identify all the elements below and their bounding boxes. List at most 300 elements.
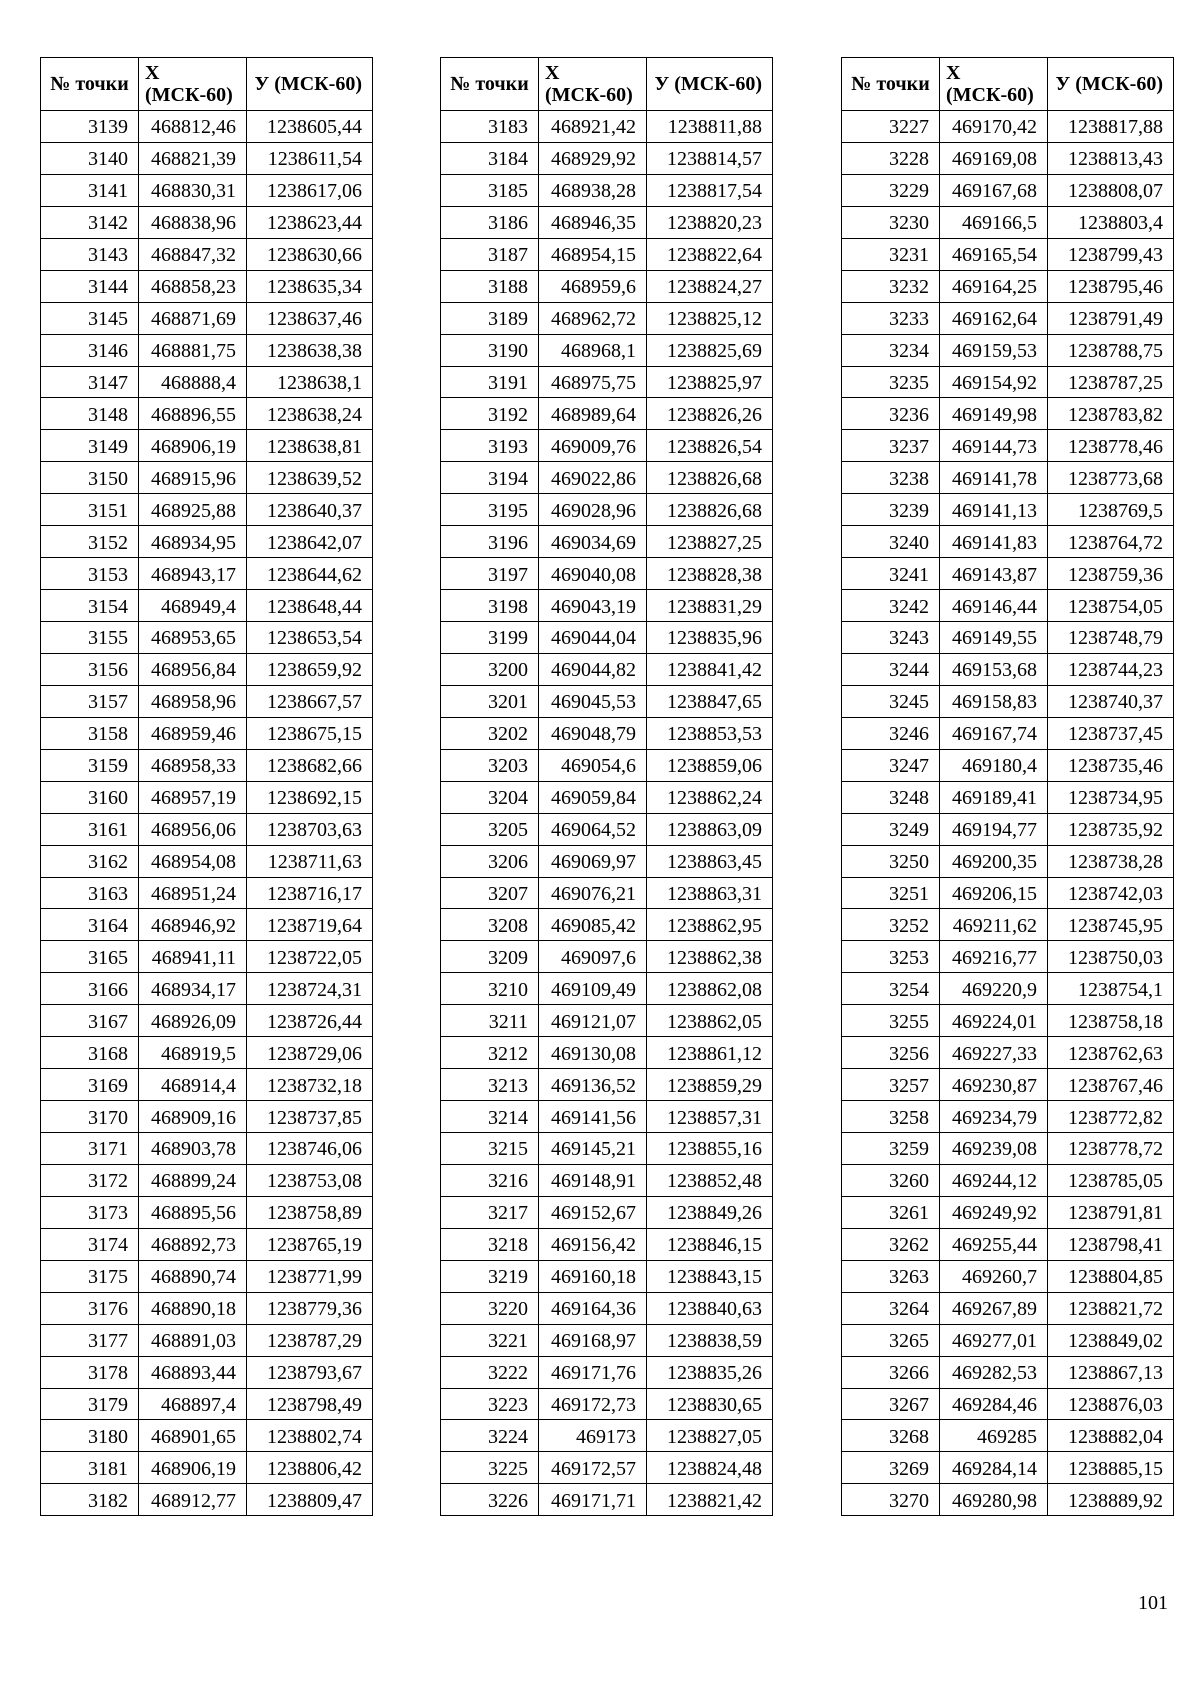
- y-coordinate-cell: 1238735,92: [1048, 813, 1174, 845]
- point-number-cell: 3172: [41, 1164, 139, 1196]
- point-number-cell: 3176: [41, 1292, 139, 1324]
- point-number-cell: 3204: [441, 781, 539, 813]
- y-coordinate-cell: 1238882,04: [1048, 1420, 1174, 1452]
- x-coordinate-cell: 469167,68: [940, 174, 1048, 206]
- table-row: [842, 1133, 1174, 1165]
- point-number-cell: 3208: [441, 909, 539, 941]
- point-number-cell: 3221: [441, 1324, 539, 1356]
- x-coordinate-cell: 469064,52: [539, 813, 647, 845]
- table-row: [441, 1292, 773, 1324]
- table-header-row: [441, 58, 773, 111]
- table-row: [842, 877, 1174, 909]
- x-coordinate-cell: 469146,44: [940, 590, 1048, 622]
- table-row: [441, 941, 773, 973]
- y-coordinate-cell: 1238853,53: [647, 717, 773, 749]
- table-row: [441, 1133, 773, 1165]
- x-coordinate-cell: 469224,01: [940, 1005, 1048, 1037]
- y-coordinate-cell: 1238795,46: [1048, 270, 1174, 302]
- y-coordinate-cell: 1238638,1: [247, 366, 373, 398]
- y-coordinate-cell: 1238746,06: [247, 1133, 373, 1165]
- x-coordinate-cell: 469227,33: [940, 1037, 1048, 1069]
- y-coordinate-cell: 1238831,29: [647, 590, 773, 622]
- table-row: [441, 1037, 773, 1069]
- table-row: [41, 206, 373, 238]
- x-coordinate-cell: 469249,92: [940, 1196, 1048, 1228]
- table-row: [41, 1164, 373, 1196]
- x-coordinate-cell: 469144,73: [940, 430, 1048, 462]
- y-coordinate-cell: 1238791,49: [1048, 302, 1174, 334]
- table-row: [842, 1101, 1174, 1133]
- x-coordinate-cell: 469282,53: [940, 1356, 1048, 1388]
- point-number-cell: 3239: [842, 494, 940, 526]
- y-coordinate-cell: 1238779,36: [247, 1292, 373, 1324]
- point-number-cell: 3184: [441, 142, 539, 174]
- point-number-cell: 3268: [842, 1420, 940, 1452]
- point-number-cell: 3171: [41, 1133, 139, 1165]
- table-row: [41, 1133, 373, 1165]
- x-coordinate-cell: 469160,18: [539, 1260, 647, 1292]
- table-row: [41, 238, 373, 270]
- y-coordinate-cell: 1238798,41: [1048, 1228, 1174, 1260]
- table-row: [842, 142, 1174, 174]
- y-coordinate-cell: 1238772,82: [1048, 1101, 1174, 1133]
- y-coordinate-cell: 1238640,37: [247, 494, 373, 526]
- y-coordinate-cell: 1238826,54: [647, 430, 773, 462]
- table-row: [441, 270, 773, 302]
- y-coordinate-cell: 1238722,05: [247, 941, 373, 973]
- y-coordinate-cell: 1238861,12: [647, 1037, 773, 1069]
- point-number-cell: 3230: [842, 206, 940, 238]
- table-row: [441, 622, 773, 654]
- y-coordinate-cell: 1238824,27: [647, 270, 773, 302]
- x-coordinate-cell: 469284,46: [940, 1388, 1048, 1420]
- x-coordinate-cell: 468888,4: [139, 366, 247, 398]
- table-row: [842, 1356, 1174, 1388]
- table-row: [41, 1101, 373, 1133]
- x-coordinate-cell: 469172,73: [539, 1388, 647, 1420]
- y-coordinate-cell: 1238764,72: [1048, 526, 1174, 558]
- x-coordinate-cell: 469173: [539, 1420, 647, 1452]
- x-coordinate-cell: 469121,07: [539, 1005, 647, 1037]
- point-number-cell: 3262: [842, 1228, 940, 1260]
- y-coordinate-cell: 1238863,09: [647, 813, 773, 845]
- y-coordinate-cell: 1238825,69: [647, 334, 773, 366]
- x-coordinate-cell: 469211,62: [940, 909, 1048, 941]
- point-number-cell: 3189: [441, 302, 539, 334]
- table-row: [41, 494, 373, 526]
- y-coordinate-cell: 1238846,15: [647, 1228, 773, 1260]
- y-coordinate-cell: 1238862,24: [647, 781, 773, 813]
- point-number-cell: 3177: [41, 1324, 139, 1356]
- point-number-cell: 3205: [441, 813, 539, 845]
- y-coordinate-cell: 1238765,19: [247, 1228, 373, 1260]
- point-number-cell: 3201: [441, 685, 539, 717]
- header-x-coordinate: X (МСК-60): [539, 58, 647, 111]
- table-row: [441, 590, 773, 622]
- y-coordinate-cell: 1238783,82: [1048, 398, 1174, 430]
- table-row: [842, 430, 1174, 462]
- x-coordinate-cell: 468903,78: [139, 1133, 247, 1165]
- y-coordinate-cell: 1238734,95: [1048, 781, 1174, 813]
- table-row: [441, 1228, 773, 1260]
- x-coordinate-cell: 468934,17: [139, 973, 247, 1005]
- y-coordinate-cell: 1238653,54: [247, 622, 373, 654]
- point-number-cell: 3152: [41, 526, 139, 558]
- table-row: [842, 366, 1174, 398]
- table-row: [842, 622, 1174, 654]
- table-row: [441, 111, 773, 143]
- x-coordinate-cell: 469285: [940, 1420, 1048, 1452]
- table-row: [441, 1452, 773, 1484]
- x-coordinate-cell: 469168,97: [539, 1324, 647, 1356]
- x-coordinate-cell: 468958,33: [139, 749, 247, 781]
- table-row: [441, 653, 773, 685]
- y-coordinate-cell: 1238639,52: [247, 462, 373, 494]
- table-row: [441, 558, 773, 590]
- y-coordinate-cell: 1238711,63: [247, 845, 373, 877]
- y-coordinate-cell: 1238828,38: [647, 558, 773, 590]
- point-number-cell: 3253: [842, 941, 940, 973]
- x-coordinate-cell: 468890,18: [139, 1292, 247, 1324]
- table-row: [41, 622, 373, 654]
- x-coordinate-cell: 468954,08: [139, 845, 247, 877]
- header-point-number: № точки: [842, 58, 940, 111]
- point-number-cell: 3154: [41, 590, 139, 622]
- table-row: [842, 526, 1174, 558]
- table-row: [842, 334, 1174, 366]
- point-number-cell: 3224: [441, 1420, 539, 1452]
- point-number-cell: 3231: [842, 238, 940, 270]
- point-number-cell: 3157: [41, 685, 139, 717]
- y-coordinate-cell: 1238703,63: [247, 813, 373, 845]
- table-row: [41, 1388, 373, 1420]
- x-coordinate-cell: 469194,77: [940, 813, 1048, 845]
- point-number-cell: 3237: [842, 430, 940, 462]
- table-row: [842, 1388, 1174, 1420]
- x-coordinate-cell: 469059,84: [539, 781, 647, 813]
- point-number-cell: 3211: [441, 1005, 539, 1037]
- y-coordinate-cell: 1238820,23: [647, 206, 773, 238]
- y-coordinate-cell: 1238623,44: [247, 206, 373, 238]
- point-number-cell: 3162: [41, 845, 139, 877]
- x-coordinate-cell: 469260,7: [940, 1260, 1048, 1292]
- table-row: [441, 1005, 773, 1037]
- x-coordinate-cell: 469141,56: [539, 1101, 647, 1133]
- x-coordinate-cell: 469141,78: [940, 462, 1048, 494]
- x-coordinate-cell: 469044,82: [539, 653, 647, 685]
- table-row: [41, 558, 373, 590]
- header-y-coordinate: У (МСК-60): [247, 58, 373, 111]
- point-number-cell: 3235: [842, 366, 940, 398]
- x-coordinate-cell: 469234,79: [940, 1101, 1048, 1133]
- y-coordinate-cell: 1238825,12: [647, 302, 773, 334]
- table-row: [41, 462, 373, 494]
- point-number-cell: 3256: [842, 1037, 940, 1069]
- y-coordinate-cell: 1238799,43: [1048, 238, 1174, 270]
- y-coordinate-cell: 1238835,26: [647, 1356, 773, 1388]
- y-coordinate-cell: 1238852,48: [647, 1164, 773, 1196]
- x-coordinate-cell: 468906,19: [139, 1452, 247, 1484]
- point-number-cell: 3146: [41, 334, 139, 366]
- table-row: [842, 1324, 1174, 1356]
- point-number-cell: 3170: [41, 1101, 139, 1133]
- table-row: [41, 398, 373, 430]
- table-row: [842, 813, 1174, 845]
- point-number-cell: 3150: [41, 462, 139, 494]
- table-row: [441, 1069, 773, 1101]
- x-coordinate-cell: 469220,9: [940, 973, 1048, 1005]
- table-row: [842, 781, 1174, 813]
- table-row: [41, 334, 373, 366]
- table-row: [41, 845, 373, 877]
- point-number-cell: 3168: [41, 1037, 139, 1069]
- x-coordinate-cell: 469166,5: [940, 206, 1048, 238]
- y-coordinate-cell: 1238787,29: [247, 1324, 373, 1356]
- point-number-cell: 3249: [842, 813, 940, 845]
- table-row: [41, 111, 373, 143]
- y-coordinate-cell: 1238826,68: [647, 494, 773, 526]
- point-number-cell: 3173: [41, 1196, 139, 1228]
- point-number-cell: 3232: [842, 270, 940, 302]
- table-row: [441, 877, 773, 909]
- y-coordinate-cell: 1238822,64: [647, 238, 773, 270]
- table-row: [441, 1164, 773, 1196]
- point-number-cell: 3140: [41, 142, 139, 174]
- x-coordinate-cell: 469034,69: [539, 526, 647, 558]
- table-row: [41, 1292, 373, 1324]
- x-coordinate-cell: 469170,42: [940, 111, 1048, 143]
- x-coordinate-cell: 469171,76: [539, 1356, 647, 1388]
- point-number-cell: 3241: [842, 558, 940, 590]
- table-row: [842, 462, 1174, 494]
- y-coordinate-cell: 1238821,72: [1048, 1292, 1174, 1324]
- point-number-cell: 3229: [842, 174, 940, 206]
- table-row: [441, 1260, 773, 1292]
- y-coordinate-cell: 1238862,08: [647, 973, 773, 1005]
- y-coordinate-cell: 1238716,17: [247, 877, 373, 909]
- table-row: [842, 973, 1174, 1005]
- point-number-cell: 3166: [41, 973, 139, 1005]
- x-coordinate-cell: 469009,76: [539, 430, 647, 462]
- point-number-cell: 3222: [441, 1356, 539, 1388]
- point-number-cell: 3266: [842, 1356, 940, 1388]
- table-row: [41, 430, 373, 462]
- y-coordinate-cell: 1238806,42: [247, 1452, 373, 1484]
- point-number-cell: 3147: [41, 366, 139, 398]
- y-coordinate-cell: 1238648,44: [247, 590, 373, 622]
- point-number-cell: 3151: [41, 494, 139, 526]
- point-number-cell: 3234: [842, 334, 940, 366]
- y-coordinate-cell: 1238862,95: [647, 909, 773, 941]
- table-row: [441, 398, 773, 430]
- x-coordinate-cell: 469165,54: [940, 238, 1048, 270]
- y-coordinate-cell: 1238771,99: [247, 1260, 373, 1292]
- table-row: [441, 302, 773, 334]
- point-number-cell: 3261: [842, 1196, 940, 1228]
- y-coordinate-cell: 1238813,43: [1048, 142, 1174, 174]
- point-number-cell: 3197: [441, 558, 539, 590]
- point-number-cell: 3153: [41, 558, 139, 590]
- x-coordinate-cell: 469040,08: [539, 558, 647, 590]
- y-coordinate-cell: 1238729,06: [247, 1037, 373, 1069]
- y-coordinate-cell: 1238754,05: [1048, 590, 1174, 622]
- y-coordinate-cell: 1238740,37: [1048, 685, 1174, 717]
- point-number-cell: 3246: [842, 717, 940, 749]
- x-coordinate-cell: 469216,77: [940, 941, 1048, 973]
- point-number-cell: 3210: [441, 973, 539, 1005]
- x-coordinate-cell: 469153,68: [940, 653, 1048, 685]
- y-coordinate-cell: 1238753,08: [247, 1164, 373, 1196]
- point-number-cell: 3192: [441, 398, 539, 430]
- table-row: [441, 973, 773, 1005]
- x-coordinate-cell: 469171,71: [539, 1484, 647, 1516]
- point-number-cell: 3181: [41, 1452, 139, 1484]
- x-coordinate-cell: 469169,08: [940, 142, 1048, 174]
- x-coordinate-cell: 469143,87: [940, 558, 1048, 590]
- y-coordinate-cell: 1238605,44: [247, 111, 373, 143]
- y-coordinate-cell: 1238857,31: [647, 1101, 773, 1133]
- table-row: [41, 1420, 373, 1452]
- table-row: [842, 1452, 1174, 1484]
- table-row: [41, 1196, 373, 1228]
- table-row: [41, 366, 373, 398]
- y-coordinate-cell: 1238778,46: [1048, 430, 1174, 462]
- table-row: [441, 685, 773, 717]
- y-coordinate-cell: 1238849,26: [647, 1196, 773, 1228]
- y-coordinate-cell: 1238644,62: [247, 558, 373, 590]
- point-number-cell: 3179: [41, 1388, 139, 1420]
- x-coordinate-cell: 468925,88: [139, 494, 247, 526]
- table-row: [441, 1420, 773, 1452]
- table-row: [441, 206, 773, 238]
- x-coordinate-cell: 468891,03: [139, 1324, 247, 1356]
- y-coordinate-cell: 1238855,16: [647, 1133, 773, 1165]
- table-row: [441, 238, 773, 270]
- point-number-cell: 3198: [441, 590, 539, 622]
- x-coordinate-cell: 468959,46: [139, 717, 247, 749]
- point-number-cell: 3212: [441, 1037, 539, 1069]
- x-coordinate-cell: 468895,56: [139, 1196, 247, 1228]
- point-number-cell: 3251: [842, 877, 940, 909]
- y-coordinate-cell: 1238788,75: [1048, 334, 1174, 366]
- table-row: [41, 1260, 373, 1292]
- x-coordinate-cell: 468838,96: [139, 206, 247, 238]
- point-number-cell: 3143: [41, 238, 139, 270]
- x-coordinate-cell: 469172,57: [539, 1452, 647, 1484]
- x-coordinate-cell: 469085,42: [539, 909, 647, 941]
- table-row: [441, 174, 773, 206]
- table-row: [842, 270, 1174, 302]
- table-row: [41, 685, 373, 717]
- y-coordinate-cell: 1238638,24: [247, 398, 373, 430]
- table-row: [441, 1356, 773, 1388]
- point-number-cell: 3240: [842, 526, 940, 558]
- point-number-cell: 3164: [41, 909, 139, 941]
- table-row: [842, 1196, 1174, 1228]
- y-coordinate-cell: 1238759,36: [1048, 558, 1174, 590]
- point-number-cell: 3200: [441, 653, 539, 685]
- y-coordinate-cell: 1238667,57: [247, 685, 373, 717]
- x-coordinate-cell: 469136,52: [539, 1069, 647, 1101]
- x-coordinate-cell: 468929,92: [539, 142, 647, 174]
- table-row: [842, 909, 1174, 941]
- y-coordinate-cell: 1238827,05: [647, 1420, 773, 1452]
- table-row: [441, 813, 773, 845]
- point-number-cell: 3178: [41, 1356, 139, 1388]
- table-row: [41, 1356, 373, 1388]
- x-coordinate-cell: 469255,44: [940, 1228, 1048, 1260]
- table-row: [41, 174, 373, 206]
- y-coordinate-cell: 1238862,05: [647, 1005, 773, 1037]
- point-number-cell: 3158: [41, 717, 139, 749]
- table-row: [41, 526, 373, 558]
- y-coordinate-cell: 1238838,59: [647, 1324, 773, 1356]
- y-coordinate-cell: 1238811,88: [647, 111, 773, 143]
- x-coordinate-cell: 468946,92: [139, 909, 247, 941]
- y-coordinate-cell: 1238863,45: [647, 845, 773, 877]
- x-coordinate-cell: 469244,12: [940, 1164, 1048, 1196]
- x-coordinate-cell: 468830,31: [139, 174, 247, 206]
- point-number-cell: 3216: [441, 1164, 539, 1196]
- table-row: [41, 1037, 373, 1069]
- header-y-coordinate: У (МСК-60): [647, 58, 773, 111]
- x-coordinate-cell: 468858,23: [139, 270, 247, 302]
- point-number-cell: 3187: [441, 238, 539, 270]
- x-coordinate-cell: 468914,4: [139, 1069, 247, 1101]
- y-coordinate-cell: 1238808,07: [1048, 174, 1174, 206]
- x-coordinate-cell: 469076,21: [539, 877, 647, 909]
- y-coordinate-cell: 1238827,25: [647, 526, 773, 558]
- table-row: [41, 653, 373, 685]
- x-coordinate-cell: 469167,74: [940, 717, 1048, 749]
- point-number-cell: 3175: [41, 1260, 139, 1292]
- point-number-cell: 3139: [41, 111, 139, 143]
- x-coordinate-cell: 468943,17: [139, 558, 247, 590]
- table-row: [441, 334, 773, 366]
- table-row: [441, 142, 773, 174]
- point-number-cell: 3260: [842, 1164, 940, 1196]
- table-row: [41, 590, 373, 622]
- table-row: [441, 1324, 773, 1356]
- point-number-cell: 3214: [441, 1101, 539, 1133]
- y-coordinate-cell: 1238682,66: [247, 749, 373, 781]
- table-row: [41, 1484, 373, 1516]
- x-coordinate-cell: 469284,14: [940, 1452, 1048, 1484]
- table-header-row: [842, 58, 1174, 111]
- table-row: [41, 813, 373, 845]
- y-coordinate-cell: 1238642,07: [247, 526, 373, 558]
- y-coordinate-cell: 1238841,42: [647, 653, 773, 685]
- table-row: [441, 366, 773, 398]
- y-coordinate-cell: 1238737,45: [1048, 717, 1174, 749]
- y-coordinate-cell: 1238630,66: [247, 238, 373, 270]
- x-coordinate-cell: 469043,19: [539, 590, 647, 622]
- point-number-cell: 3254: [842, 973, 940, 1005]
- table-row: [842, 1228, 1174, 1260]
- y-coordinate-cell: 1238750,03: [1048, 941, 1174, 973]
- y-coordinate-cell: 1238758,89: [247, 1196, 373, 1228]
- table-row: [842, 206, 1174, 238]
- x-coordinate-cell: 468951,24: [139, 877, 247, 909]
- x-coordinate-cell: 468919,5: [139, 1037, 247, 1069]
- x-coordinate-cell: 469239,08: [940, 1133, 1048, 1165]
- table-row: [842, 941, 1174, 973]
- x-coordinate-cell: 469048,79: [539, 717, 647, 749]
- y-coordinate-cell: 1238798,49: [247, 1388, 373, 1420]
- table-row: [441, 845, 773, 877]
- x-coordinate-cell: 469028,96: [539, 494, 647, 526]
- point-number-cell: 3238: [842, 462, 940, 494]
